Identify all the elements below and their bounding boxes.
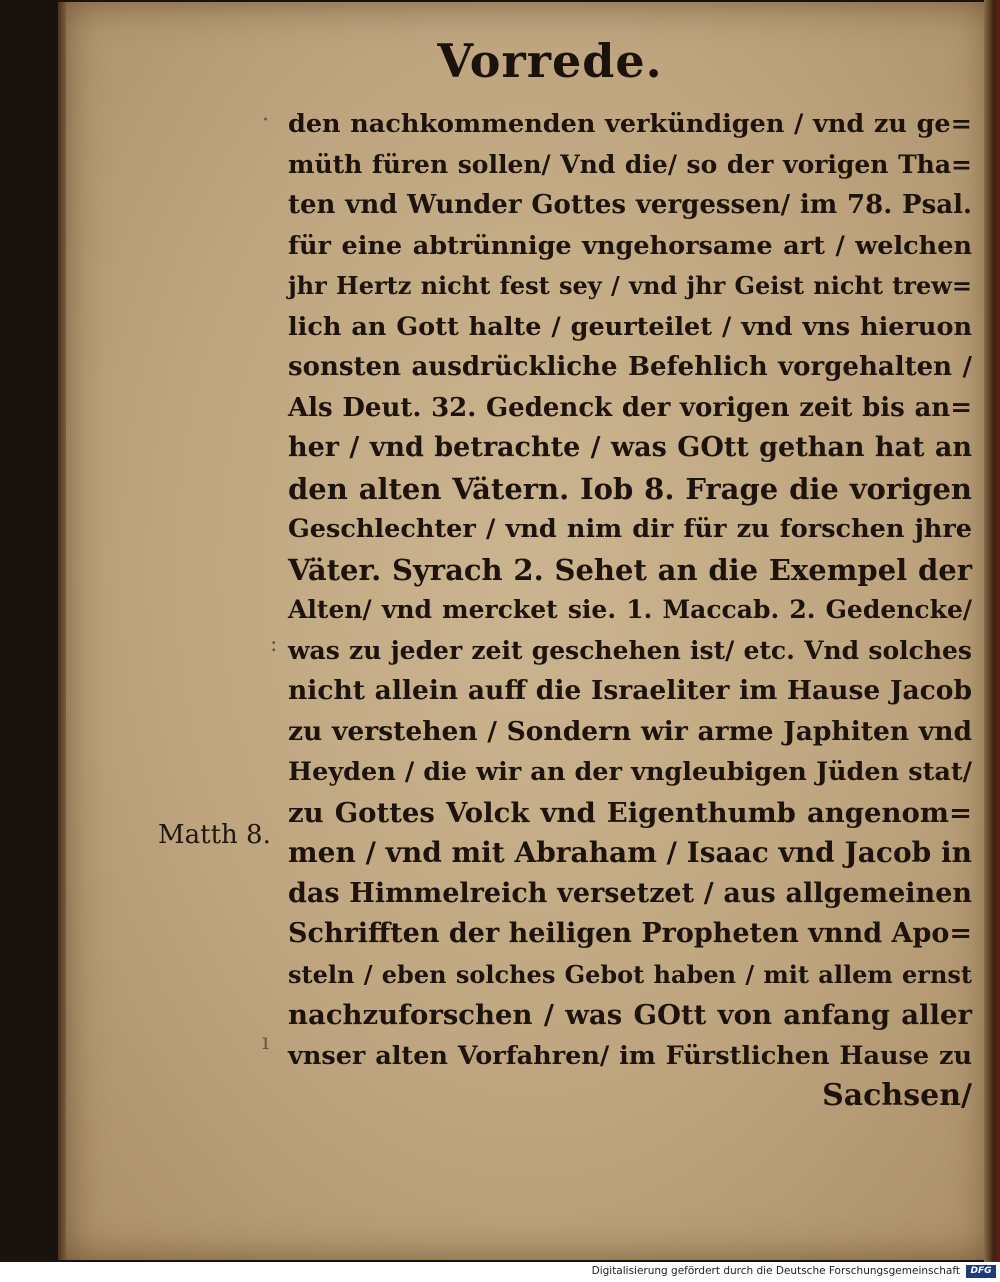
text-line: nachzuforschen / was GOtt von anfang aller xyxy=(288,999,972,1031)
text-line: men / vnd mit Abraham / Isaac vnd Jacob in xyxy=(288,836,972,869)
text-line: lich an Gott halte / geurteilet / vnd vns hieruon xyxy=(288,311,972,342)
marginal-note: Matth 8. xyxy=(158,820,271,850)
text-line: das Himmelreich versetzet / aus allgemeinen xyxy=(288,877,972,909)
text-line: Väter. Syrach 2. Sehet an die Exempel der xyxy=(288,552,972,587)
text-line: Alten/ vnd mercket sie. 1. Maccab. 2. Gedencke/ xyxy=(288,595,972,624)
text-line: Heyden / die wir an der vngleubigen Jüden stat/ xyxy=(288,757,972,787)
text-line: Schrifften der heiligen Propheten vnnd Apo= xyxy=(288,918,972,949)
text-line: ten vnd Wunder Gottes vergessen/ im 78. Psal. xyxy=(288,190,972,220)
digitization-footer xyxy=(0,1262,1000,1282)
margin-mark: ı xyxy=(262,1030,270,1055)
text-line: den nachkommenden verkündigen / vnd zu ge= xyxy=(288,109,972,139)
text-line: was zu jeder zeit geschehen ist/ etc. Vnd solches xyxy=(288,635,972,665)
text-line: zu Gottes Volck vnd Eigenthumb angenom= xyxy=(288,796,972,829)
text-line: vnser alten Vorfahren/ im Fürstlichen Hause zu xyxy=(288,1040,972,1071)
text-line: Sachsen/ xyxy=(822,1078,972,1113)
running-head: Vorrede. xyxy=(437,34,663,88)
text-line: nicht allein auff die Israeliter im Hause Jacob xyxy=(288,675,972,706)
body-text xyxy=(288,104,972,1117)
text-line: her / vnd betrachte / was GOtt gethan hat an xyxy=(288,432,972,463)
text-line: steln / eben solches Gebot haben / mit allem ernst xyxy=(288,959,972,989)
page-fore-edge xyxy=(984,0,1000,1262)
text-line: den alten Vätern. Iob 8. Frage die vorigen xyxy=(288,471,972,506)
margin-mark: · xyxy=(262,108,269,133)
dfg-logo: DFG xyxy=(966,1265,996,1278)
text-line: jhr Hertz nicht fest sey / vnd jhr Geist nicht trew= xyxy=(288,271,972,300)
margin-mark: : xyxy=(270,632,278,657)
text-line: Geschlechter / vnd nim dir für zu forschen jhre xyxy=(288,514,972,544)
text-line: sonsten ausdrückliche Befehlich vorgehalten / xyxy=(288,352,972,382)
text-line: zu verstehen / Sondern wir arme Japhiten vnd xyxy=(288,715,972,747)
text-line: Als Deut. 32. Gedenck der vorigen zeit bis an= xyxy=(288,392,972,423)
footer-credit: Digitalisierung gefördert durch die Deutsche Forschungsgemeinschaft xyxy=(591,1265,960,1277)
text-line: für eine abtrünnige vngehorsame art / welchen xyxy=(288,230,972,261)
text-line: müth füren sollen/ Vnd die/ so der vorigen Tha= xyxy=(288,149,972,179)
